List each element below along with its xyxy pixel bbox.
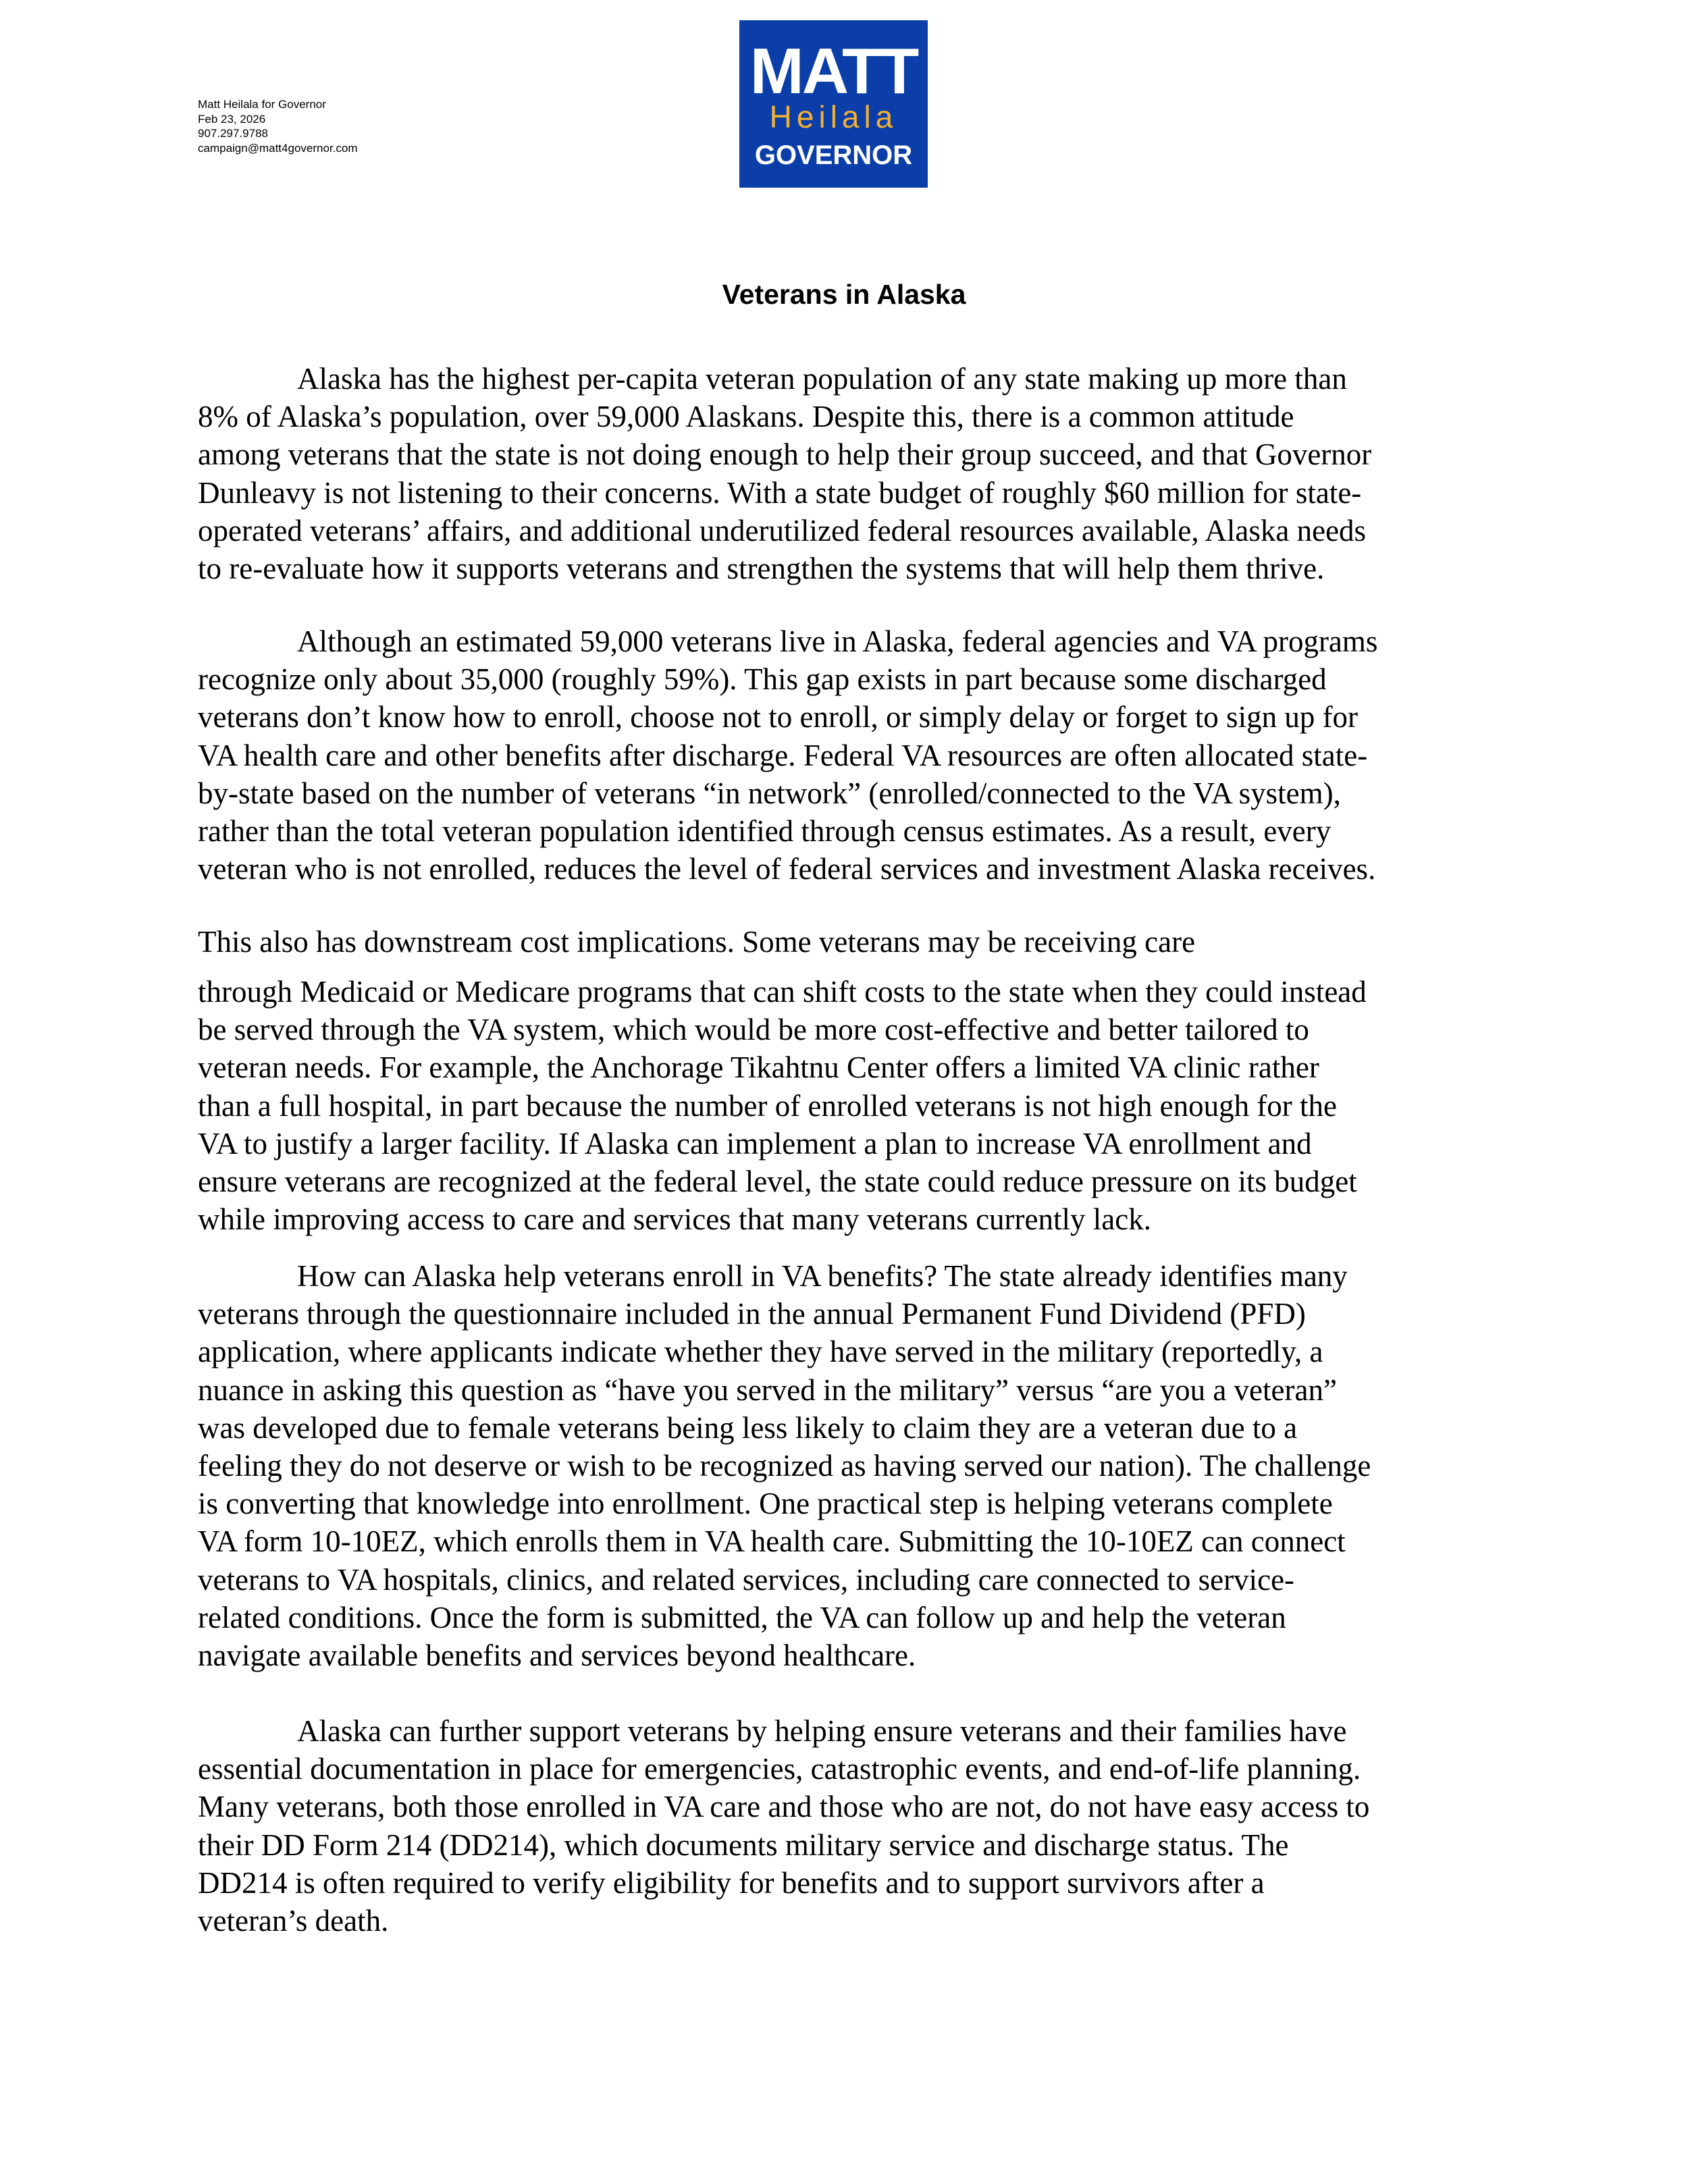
release-date: Feb 23, 2026 [198,112,266,126]
paragraph-line: feeling they do not deserve or wish to be recognized as having served our nation). The challenge [198,1449,1371,1483]
paragraph-line: ensure veterans are recognized at the federal level, the state could reduce pressure on its budget [198,1165,1357,1199]
paragraph-line: operated veterans’ affairs, and additional underutilized federal resources available, Alaska needs [198,513,1367,548]
logo-first-name: MATT [749,35,918,107]
paragraph-line: VA health care and other benefits after discharge. Federal VA resources are often allocated state- [198,738,1368,772]
document-title: Veterans in Alaska [722,279,966,310]
paragraph-1 [198,360,1494,587]
paragraph-2 [198,622,1494,888]
paragraph-line: veterans through the questionnaire included in the annual Permanent Fund Dividend (PFD) [198,1297,1306,1331]
campaign-logo [739,20,928,188]
paragraph-line: 8% of Alaska’s population, over 59,000 Alaskans. Despite this, there is a common attitude [198,400,1294,434]
paragraph-line: veteran’s death. [198,1904,389,1938]
paragraph-line: Many veterans, both those enrolled in VA care and those who are not, do not have easy access to [198,1790,1370,1824]
paragraph-line: DD214 is often required to verify eligibility for benefits and to support survivors after a [198,1865,1265,1900]
paragraph-3 [198,923,1494,961]
phone-number: 907.297.9788 [198,127,268,140]
paragraph-line: application, where applicants indicate whether they have served in the military (reportedly, a [198,1335,1323,1369]
paragraph-line: veterans don’t know how to enroll, choose not to enroll, or simply delay or forget to sign up for [198,700,1359,735]
logo-last-name: Heilala [769,99,898,134]
paragraph-line: Dunleavy is not listening to their concerns. With a state budget of roughly $60 million for state- [198,475,1362,510]
paragraph-line: veterans to VA hospitals, clinics, and related services, including care connected to service- [198,1562,1295,1597]
paragraph-line: nuance in asking this question as “have you served in the military” versus “are you a veteran” [198,1373,1337,1407]
paragraph-line: be served through the VA system, which would be more cost-effective and better tailored to [198,1013,1309,1047]
email-address: campaign@matt4governor.com [198,141,358,155]
paragraph-line: is converting that knowledge into enrollment. One practical step is helping veterans complete [198,1487,1333,1521]
paragraph-line: How can Alaska help veterans enroll in VA benefits? The state already identifies many [297,1259,1348,1293]
campaign-name: Matt Heilala for Governor [198,98,326,111]
paragraph-line: their DD Form 214 (DD214), which documents military service and discharge status. The [198,1828,1289,1862]
paragraph-4 [198,973,1494,1238]
paragraph-line: through Medicaid or Medicare programs that can shift costs to the state when they could instead [198,975,1367,1009]
paragraph-line: while improving access to care and services that many veterans currently lack. [198,1202,1151,1237]
paragraph-line: than a full hospital, in part because the number of enrolled veterans is not high enough for the [198,1088,1338,1123]
paragraph-line: by-state based on the number of veterans “in network” (enrolled/connected to the VA system), [198,776,1341,810]
paragraph-line: veteran needs. For example, the Anchorage Tikahtnu Center offers a limited VA clinic rather [198,1050,1319,1085]
paragraph-line: veteran who is not enrolled, reduces the level of federal services and investment Alaska receives. [198,852,1376,886]
paragraph-line: Although an estimated 59,000 veterans live in Alaska, federal agencies and VA programs [297,624,1378,658]
paragraph-line: This also has downstream cost implications. Some veterans may be receiving care [198,925,1196,959]
paragraph-line: recognize only about 35,000 (roughly 59%). This gap exists in part because some discharged [198,662,1327,697]
paragraph-line: VA to justify a larger facility. If Alaska can implement a plan to increase VA enrollment and [198,1126,1312,1161]
paragraph-line: among veterans that the state is not doing enough to help their group succeed, and that Governor [198,437,1372,472]
contact-block [198,97,357,155]
paragraph-line: rather than the total veteran population identified through census estimates. As a result, every [198,814,1331,849]
paragraph-line: related conditions. Once the form is submitted, the VA can follow up and help the veteran [198,1600,1286,1634]
paragraph-line: essential documentation in place for emergencies, catastrophic events, and end-of-life planning. [198,1752,1361,1786]
paragraph-6 [198,1712,1494,1940]
logo-office: GOVERNOR [754,140,913,170]
paragraph-line: to re-evaluate how it supports veterans and strengthen the systems that will help them thrive. [198,552,1325,586]
paragraph-line: was developed due to female veterans being less likely to claim they are a veteran due to a [198,1410,1298,1445]
paragraph-line: VA form 10-10EZ, which enrolls them in VA health care. Submitting the 10-10EZ can connect [198,1524,1346,1559]
paragraph-line: Alaska has the highest per-capita veteran population of any state making up more than [297,362,1347,396]
paragraph-line: navigate available benefits and services beyond healthcare. [198,1639,916,1673]
paragraph-line: Alaska can further support veterans by helping ensure veterans and their families have [297,1714,1347,1748]
paragraph-5 [198,1257,1494,1674]
